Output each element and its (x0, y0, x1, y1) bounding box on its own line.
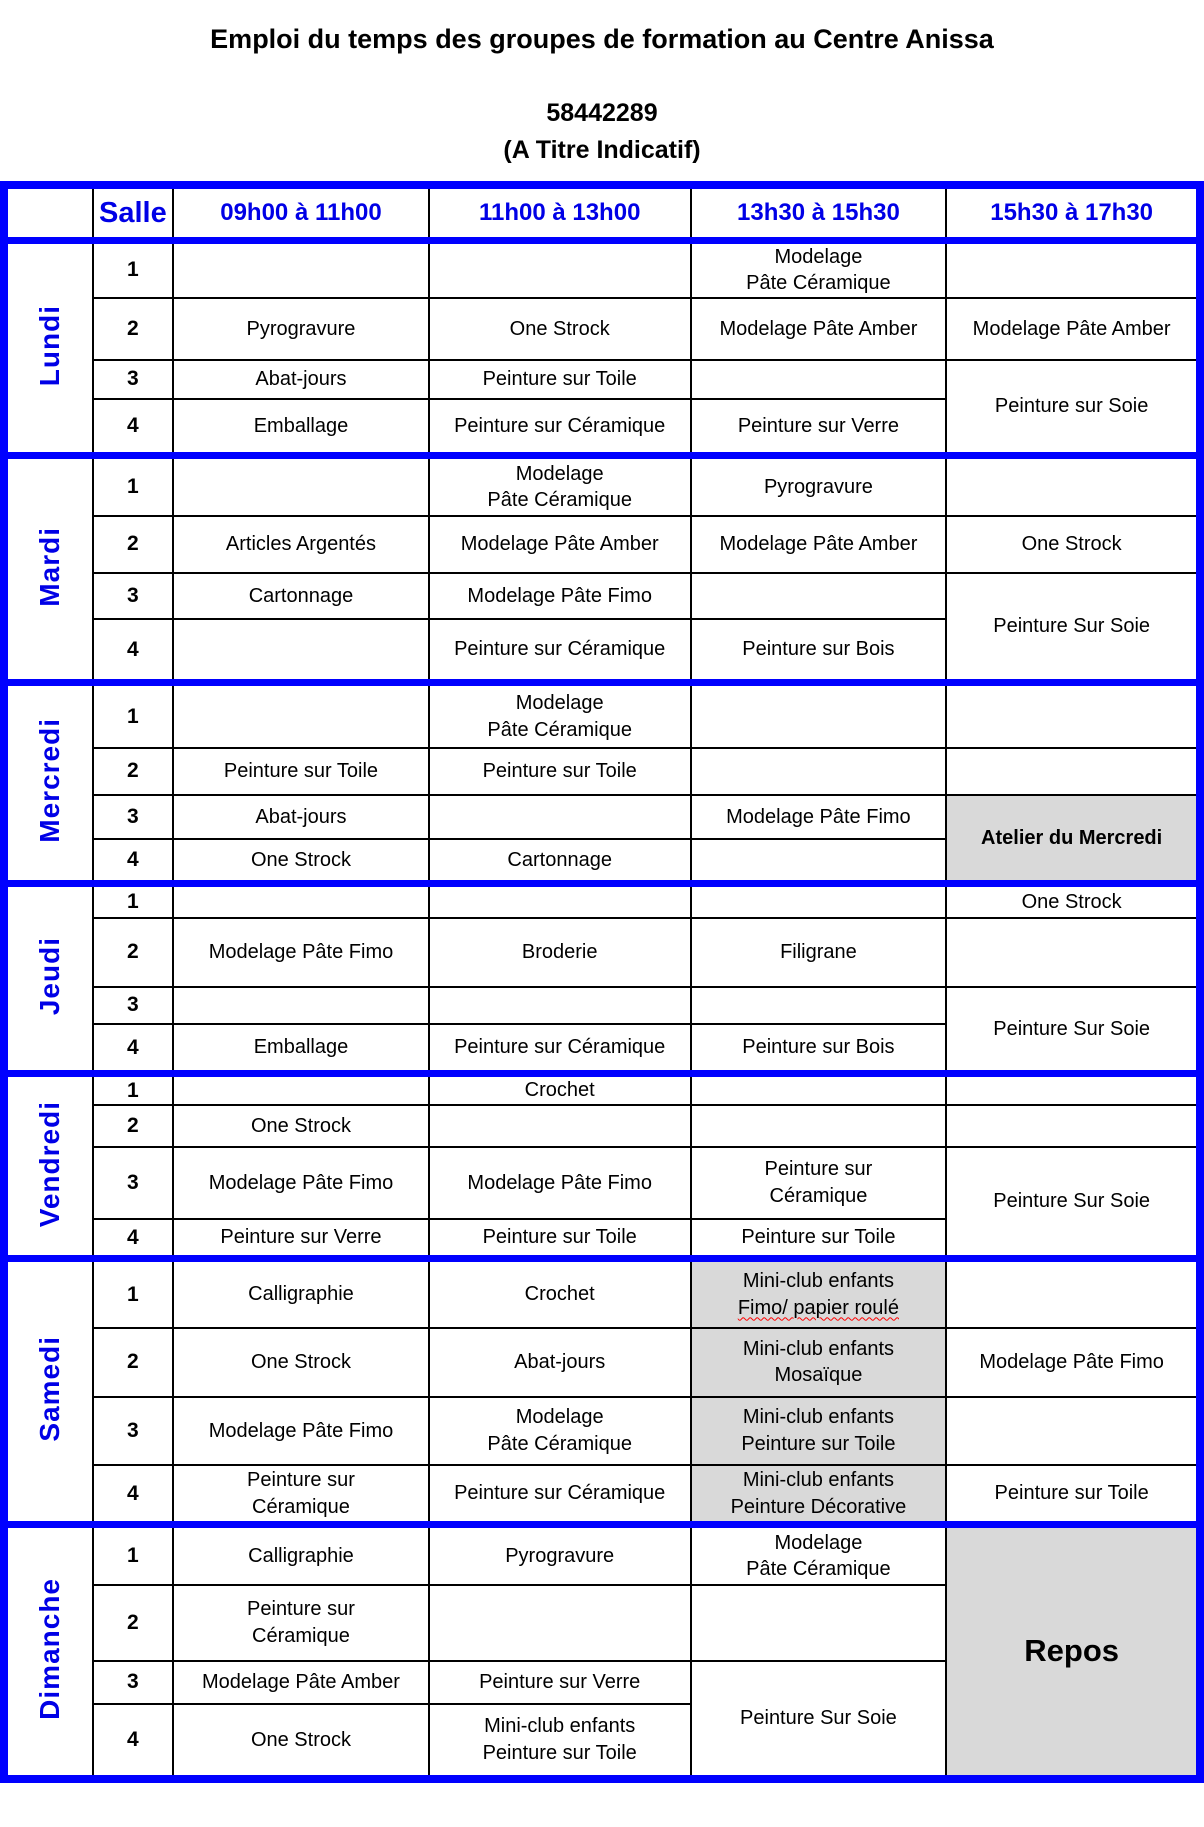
salle-header: Salle (93, 185, 174, 241)
room-number: 2 (93, 1585, 174, 1661)
schedule-cell (691, 1397, 947, 1465)
cell-text: Peinture sur Bois (742, 1036, 895, 1059)
cell-text: Mini-club enfants (742, 1337, 894, 1360)
table-row (4, 918, 1200, 987)
cell-text: Peinture sur Toile (741, 1432, 896, 1455)
room-number: 4 (93, 399, 174, 456)
schedule-cell (691, 573, 947, 619)
cell-text: Peinture sur Bois (742, 638, 895, 661)
schedule-cell (946, 1328, 1200, 1397)
cell-text: Abat-jours (514, 1351, 606, 1374)
cell-text: Filigrane (780, 941, 857, 964)
cell-text: One Strock (250, 1728, 351, 1751)
room-number: 4 (93, 1219, 174, 1259)
schedule-cell (691, 456, 947, 516)
schedule-cell (173, 573, 429, 619)
schedule-cell (429, 839, 691, 884)
schedule-cell (429, 298, 691, 360)
schedule-cell (173, 918, 429, 987)
schedule-cell (429, 1585, 691, 1661)
cell-text: Abat-jours (255, 805, 347, 828)
table-row (4, 795, 1200, 839)
cell-text: Peinture sur Toile (482, 760, 637, 783)
schedule-cell (691, 516, 947, 573)
cell-text: Fimo/ papier roulé (737, 1296, 899, 1319)
schedule-cell (173, 795, 429, 839)
room-number: 2 (93, 1328, 174, 1397)
cell-text: Modelage (774, 246, 863, 268)
table-row (4, 1397, 1200, 1465)
schedule-cell (173, 516, 429, 573)
cell-text: Modelage (774, 1531, 863, 1554)
cell-text: Modelage Pâte Fimo (726, 805, 911, 828)
cell-text: Emballage (253, 414, 349, 437)
room-number: 2 (93, 516, 174, 573)
schedule-cell (946, 1147, 1200, 1259)
room-number: 3 (93, 987, 174, 1024)
schedule-cell (946, 884, 1200, 918)
schedule-cell (691, 619, 947, 683)
schedule-cell (173, 241, 429, 298)
cell-text: Pâte Céramique (487, 489, 632, 512)
table-row (4, 1328, 1200, 1397)
schedule-cell (173, 1074, 429, 1105)
day-label (4, 241, 93, 456)
day-label-text: Dimanche (33, 1578, 65, 1720)
day-label (4, 683, 93, 884)
schedule-cell (173, 360, 429, 399)
schedule-cell (691, 795, 947, 839)
schedule-cell (173, 884, 429, 918)
room-number: 1 (93, 241, 174, 298)
cell-text: Cartonnage (248, 584, 354, 607)
schedule-cell (946, 795, 1200, 884)
schedule-cell (691, 748, 947, 795)
schedule-cell (173, 1525, 429, 1585)
table-row (4, 987, 1200, 1024)
schedule-cell (173, 987, 429, 1024)
schedule-cell (429, 795, 691, 839)
schedule-cell (429, 1465, 691, 1525)
room-number: 4 (93, 619, 174, 683)
cell-text: Peinture sur Céramique (454, 1482, 666, 1505)
schedule-cell (173, 1704, 429, 1779)
cell-text: Articles Argentés (225, 533, 376, 556)
table-row (4, 683, 1200, 748)
schedule-cell (429, 456, 691, 516)
schedule-cell (429, 1397, 691, 1465)
room-number: 1 (93, 1525, 174, 1585)
schedule-cell (691, 1147, 947, 1219)
schedule-cell (691, 1259, 947, 1328)
schedule-cell (691, 839, 947, 884)
schedule-cell (946, 918, 1200, 987)
cell-text: Pyrogravure (763, 475, 873, 498)
schedule-cell (946, 1074, 1200, 1105)
schedule-cell (691, 987, 947, 1024)
schedule-cell (173, 1147, 429, 1219)
schedule-cell (946, 748, 1200, 795)
table-row (4, 298, 1200, 360)
schedule-cell (946, 987, 1200, 1074)
room-number: 3 (93, 1147, 174, 1219)
schedule-cell (946, 1397, 1200, 1465)
schedule-cell (429, 573, 691, 619)
schedule-cell (173, 748, 429, 795)
room-number: 2 (93, 918, 174, 987)
phone-number: 58442289 (546, 99, 658, 127)
schedule-cell (691, 884, 947, 918)
cell-text: Peinture sur Verre (737, 414, 900, 437)
cell-text: Peinture sur (247, 1469, 355, 1492)
cell-text: Pyrogravure (505, 1544, 615, 1567)
room-number: 2 (93, 1105, 174, 1147)
table-row (4, 1465, 1200, 1525)
schedule-cell (691, 399, 947, 456)
schedule-cell (429, 884, 691, 918)
schedule-cell (429, 1328, 691, 1397)
schedule-cell (691, 1661, 947, 1779)
schedule-cell (173, 1105, 429, 1147)
table-row (4, 1259, 1200, 1328)
day-label (4, 456, 93, 683)
cell-text: Peinture sur Céramique (454, 1036, 666, 1059)
schedule-cell (946, 1105, 1200, 1147)
cell-text: Modelage Pâte Amber (972, 317, 1171, 340)
cell-text: Pâte Céramique (487, 1432, 632, 1455)
schedule-cell (691, 298, 947, 360)
schedule-cell (429, 1105, 691, 1147)
cell-text: Modelage Pâte Fimo (208, 1171, 394, 1194)
schedule-cell (946, 683, 1200, 748)
cell-text: Modelage Pâte Amber (202, 1671, 400, 1694)
table-row (4, 1525, 1200, 1585)
schedule-cell (429, 516, 691, 573)
schedule-cell (173, 683, 429, 748)
header-row (4, 185, 1200, 241)
room-number: 1 (93, 1074, 174, 1105)
schedule-cell (429, 987, 691, 1024)
cell-text: Atelier du Mercredi (981, 826, 1163, 849)
schedule-cell (173, 1328, 429, 1397)
room-number: 4 (93, 1465, 174, 1525)
schedule-cell (429, 1704, 691, 1779)
schedule-cell (691, 1024, 947, 1074)
schedule-table (0, 181, 1204, 1783)
cell-text: One Strock (250, 848, 351, 871)
schedule-cell (946, 516, 1200, 573)
cell-text: Peinture Décorative (730, 1495, 907, 1518)
schedule-cell (691, 1525, 947, 1585)
time-header-2: 11h00 à 13h00 (429, 185, 691, 241)
cell-text: Peinture sur Céramique (454, 638, 666, 661)
schedule-cell (691, 1465, 947, 1525)
room-number: 1 (93, 884, 174, 918)
corner-cell (4, 185, 93, 241)
room-number: 2 (93, 748, 174, 795)
indicative-note: (A Titre Indicatif) (503, 136, 701, 164)
room-number: 4 (93, 1704, 174, 1779)
room-number: 3 (93, 573, 174, 619)
cell-text: Pyrogravure (246, 317, 356, 340)
schedule-cell (946, 456, 1200, 516)
cell-text: Modelage Pâte Amber (460, 533, 659, 556)
cell-text: Calligraphie (248, 1283, 354, 1306)
cell-text: Peinture sur Toile (741, 1226, 896, 1249)
table-row (4, 241, 1200, 298)
table-row (4, 1147, 1200, 1219)
schedule-cell (691, 1585, 947, 1661)
cell-text: Modelage Pâte Fimo (467, 1171, 652, 1194)
cell-text: Mini-club enfants (484, 1715, 636, 1738)
room-number: 3 (93, 360, 174, 399)
day-label-text: Samedi (33, 1336, 65, 1443)
day-label (4, 1525, 93, 1779)
schedule-cell (946, 360, 1200, 456)
schedule-cell (173, 1219, 429, 1259)
cell-text: Peinture sur Verre (220, 1226, 382, 1249)
cell-text: Pâte Céramique (746, 1558, 891, 1581)
cell-text: Peinture sur Toile (482, 1226, 637, 1249)
cell-text: Pâte Céramique (746, 272, 891, 295)
cell-text: Peinture sur Toile (482, 368, 637, 391)
cell-text: Mini-club enfants (742, 1270, 894, 1293)
schedule-cell (946, 241, 1200, 298)
title-block (0, 0, 1204, 181)
day-label (4, 1259, 93, 1525)
schedule-cell (691, 241, 947, 298)
schedule-cell (173, 399, 429, 456)
cell-text: Repos (1024, 1633, 1119, 1669)
cell-text: Broderie (521, 941, 598, 964)
cell-text: Peinture sur Toile (482, 1741, 637, 1764)
cell-text: Mini-club enfants (742, 1406, 894, 1429)
schedule-cell (429, 241, 691, 298)
schedule-cell (173, 1661, 429, 1704)
cell-text: Emballage (253, 1036, 349, 1059)
cell-text: Crochet (524, 1283, 595, 1306)
cell-text: Modelage Pâte Fimo (979, 1351, 1164, 1374)
schedule-cell (173, 1024, 429, 1074)
day-label-text: Mardi (33, 526, 65, 607)
schedule-cell (691, 918, 947, 987)
table-row (4, 1074, 1200, 1105)
day-label (4, 1074, 93, 1259)
schedule-cell (173, 1397, 429, 1465)
cell-text: Céramique (252, 1495, 350, 1518)
schedule-cell (173, 298, 429, 360)
schedule-cell (946, 1465, 1200, 1525)
cell-text: Modelage (515, 1406, 604, 1429)
cell-text: Modelage Pâte Fimo (208, 1419, 394, 1442)
schedule-cell (429, 619, 691, 683)
room-number: 3 (93, 1661, 174, 1704)
schedule-cell (173, 839, 429, 884)
schedule-cell (429, 1525, 691, 1585)
time-header-4: 15h30 à 17h30 (946, 185, 1200, 241)
schedule-cell (691, 360, 947, 399)
schedule-cell (691, 1074, 947, 1105)
schedule-cell (429, 1219, 691, 1259)
cell-text: Peinture sur Toile (994, 1482, 1149, 1505)
cell-text: Peinture sur (764, 1158, 873, 1181)
schedule-cell (429, 918, 691, 987)
cell-text: Mini-club enfants (742, 1469, 894, 1492)
room-number: 2 (93, 298, 174, 360)
cell-text: Modelage (515, 692, 604, 715)
schedule-cell (429, 1074, 691, 1105)
schedule-cell (173, 456, 429, 516)
day-label-text: Mercredi (33, 718, 65, 844)
cell-text: Peinture sur Verre (479, 1671, 641, 1694)
schedule-cell (429, 748, 691, 795)
room-number: 3 (93, 795, 174, 839)
cell-text: One Strock (1021, 533, 1122, 556)
cell-text: Crochet (524, 1079, 595, 1102)
cell-text: Peinture Sur Soie (993, 1017, 1151, 1040)
cell-text: One Strock (1021, 890, 1122, 913)
room-number: 4 (93, 1024, 174, 1074)
day-label-text: Lundi (33, 305, 65, 387)
schedule-cell (946, 573, 1200, 683)
cell-text: Cartonnage (507, 848, 612, 871)
schedule-cell (691, 1219, 947, 1259)
schedule-cell (946, 1259, 1200, 1328)
table-row (4, 456, 1200, 516)
table-row (4, 573, 1200, 619)
schedule-cell (173, 1259, 429, 1328)
cell-text: Peinture sur Soie (994, 395, 1149, 418)
cell-text: One Strock (509, 317, 610, 340)
cell-text: Modelage Pâte Fimo (467, 584, 652, 607)
room-number: 1 (93, 1259, 174, 1328)
room-number: 1 (93, 456, 174, 516)
cell-text: Peinture sur Céramique (454, 414, 666, 437)
cell-text: One Strock (250, 1351, 351, 1374)
schedule-cell (946, 298, 1200, 360)
table-row (4, 1105, 1200, 1147)
day-label-text: Vendredi (33, 1100, 65, 1227)
cell-text: Peinture sur Toile (223, 760, 379, 783)
schedule-cell (173, 1585, 429, 1661)
schedule-cell (173, 1465, 429, 1525)
cell-text: Peinture sur (247, 1598, 355, 1621)
day-label (4, 884, 93, 1074)
schedule-cell (691, 1328, 947, 1397)
room-number: 4 (93, 839, 174, 884)
table-row (4, 748, 1200, 795)
cell-text: Peinture Sur Soie (993, 615, 1151, 638)
schedule-cell (173, 619, 429, 683)
cell-text: Mosaïque (774, 1364, 863, 1387)
schedule-cell (429, 683, 691, 748)
cell-text: Pâte Céramique (487, 718, 632, 741)
day-label-text: Jeudi (33, 937, 65, 1016)
schedule-cell (691, 683, 947, 748)
schedule-cell (691, 1105, 947, 1147)
cell-text: Peinture Sur Soie (993, 1190, 1151, 1213)
table-row (4, 884, 1200, 918)
cell-text: Modelage (515, 462, 604, 485)
time-header-1: 09h00 à 11h00 (173, 185, 429, 241)
schedule-cell (429, 1259, 691, 1328)
cell-text: Céramique (769, 1184, 868, 1207)
table-row (4, 516, 1200, 573)
schedule-cell (429, 1147, 691, 1219)
cell-text: Peinture Sur Soie (740, 1707, 897, 1730)
schedule-cell (429, 1024, 691, 1074)
cell-text: Modelage Pâte Fimo (208, 941, 394, 964)
cell-text: Modelage Pâte Amber (719, 317, 918, 340)
cell-text: One Strock (250, 1114, 351, 1137)
cell-text: Modelage Pâte Amber (719, 533, 918, 556)
cell-text: Abat-jours (255, 368, 347, 391)
room-number: 1 (93, 683, 174, 748)
schedule-cell (946, 1525, 1200, 1779)
page-title: Emploi du temps des groupes de formation au Centre Anissa (210, 24, 994, 54)
cell-text: Calligraphie (248, 1544, 354, 1567)
schedule-cell (429, 1661, 691, 1704)
table-row (4, 360, 1200, 399)
cell-text: Céramique (252, 1624, 350, 1647)
schedule-cell (429, 360, 691, 399)
time-header-3: 13h30 à 15h30 (691, 185, 947, 241)
schedule-cell (429, 399, 691, 456)
room-number: 3 (93, 1397, 174, 1465)
